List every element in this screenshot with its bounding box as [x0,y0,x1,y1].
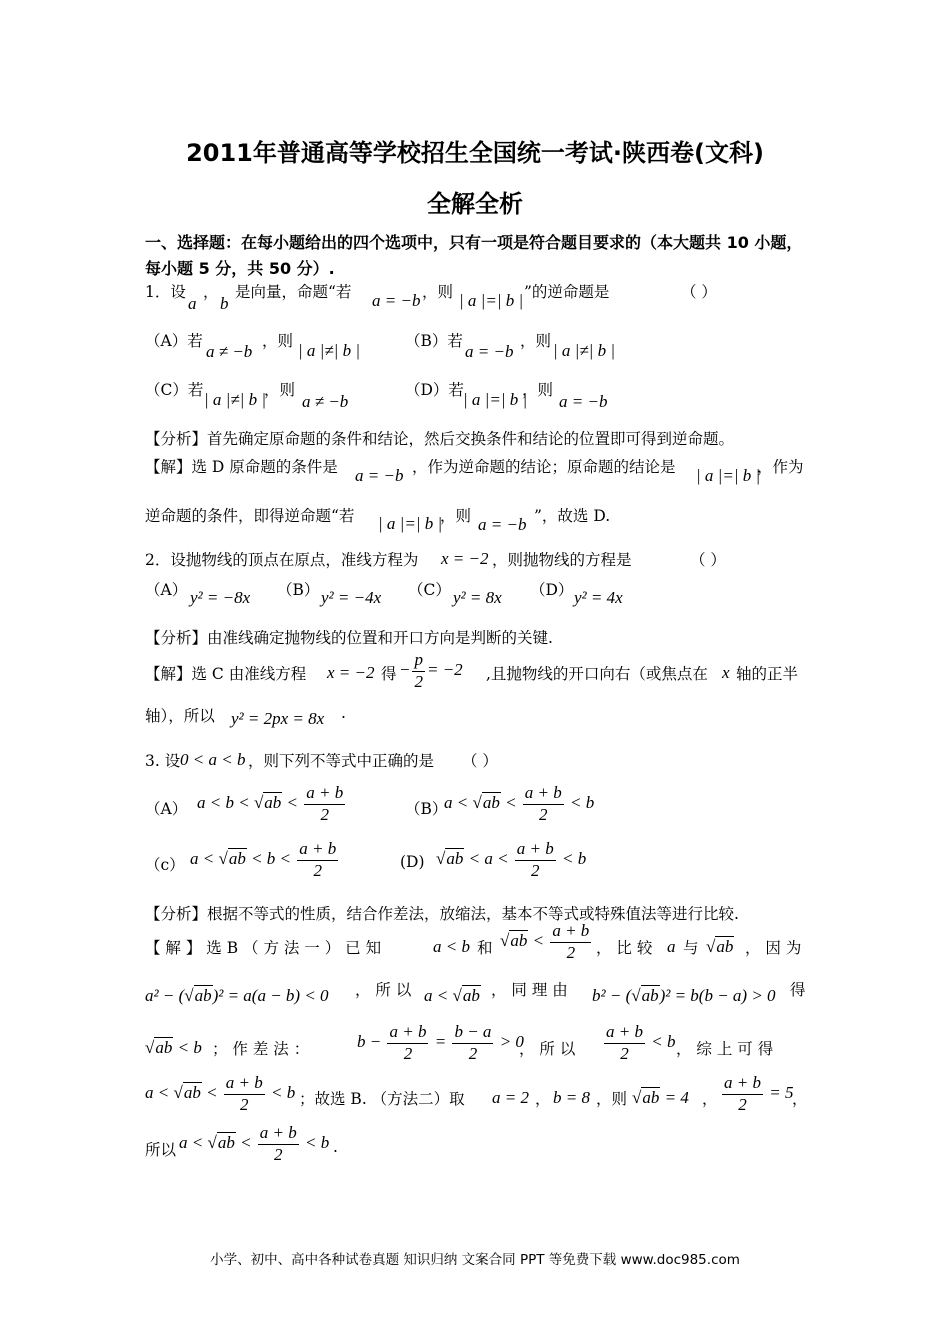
q1-conclusion: | a |=| b | [459,291,524,310]
q2-option-a-label: （A） [145,581,188,599]
q2-analysis: 【分析】由准线确定抛物线的位置和开口方向是判断的关键. [145,629,553,647]
section-heading-line1: 一、选择题：在每小题给出的四个选项中，只有一项是符合题目要求的（本大题共 10 小题， [145,233,803,252]
q1-option-d-label: （D）若 [405,381,464,399]
page-title: 2011年普通高等学校招生全国统一考试·陕西卷(文科) [186,139,764,167]
q1-stem-then: ，则 [422,283,454,301]
q2-answer-bracket: （ ） [690,551,726,569]
q3-option-a: a < b < √ab < $\frac{a + b}{2}$ [197,783,344,824]
q1-option-b-cond: a = −b [465,342,514,361]
q3-option-d-label: (D) [400,853,425,871]
q2-stem-2: ，则抛物线的方程是 [492,551,632,569]
q3-answer-bracket: （ ） [462,752,498,770]
q1-option-d-cond: | a |=| b | [463,390,528,409]
q3-option-a-label: （A） [145,800,188,818]
q1-solution-2: ，作为逆命题的结论；原命题的结论是 [412,458,676,476]
q1-option-a-label: （A）若 [145,332,203,350]
q1-solution-1: 【解】选 D 原命题的条件是 [145,458,338,476]
q2-solution-5: 轴），所以 [145,707,215,725]
q2-option-a: y² = −8x [190,588,251,607]
q1-option-a-cond: a ≠ −b [206,342,253,361]
section-heading-line2: 每小题 5 分，共 50 分）. [145,259,335,278]
q3-option-b-label: （B） [405,800,448,818]
q2-option-d: y² = 4x [574,588,623,607]
q1-option-b-concl: | a |≠| b | [553,341,616,360]
q2-option-d-label: （D） [530,581,574,599]
q3-option-d: √ab < a < $\frac{a + b}{2}$ < b [436,839,587,880]
q3-option-b: a < √ab < $\frac{a + b}{2}$ < b [444,783,595,824]
q2-option-c: y² = 8x [453,588,502,607]
q1-vector-a: a [188,294,197,313]
page-subtitle: 全解全析 [427,190,523,218]
q3-stem-2: ，则下列不等式中正确的是 [248,752,435,770]
q1-solution-4: 逆命题的条件，即得逆命题“若 [145,507,355,525]
q3-analysis: 【分析】根据不等式的性质，结合作差法，放缩法，基本不等式或特殊值法等进行比较. [145,905,739,923]
q2-option-b: y² = −4x [321,588,382,607]
q1-condition: a = −b [372,291,421,310]
q1-stem-start: 1．设 [145,283,186,301]
q1-solution-6: ”，故选 D. [534,507,611,525]
q1-solution-3: ，作为 [757,458,804,476]
q2-stem: 2．设抛物线的顶点在原点，准线方程为 [145,551,419,569]
q1-option-b-label: （B）若 [405,332,463,350]
q1-option-d-concl: a = −b [559,392,608,411]
q2-solution-1: 【解】选 C 由准线方程 [145,665,307,683]
q1-option-c-cond: | a |≠| b | [204,390,267,409]
q1-option-c-concl: a ≠ −b [302,392,349,411]
q1-stem-end: ”的逆命题是 [524,283,610,301]
q1-vector-b: b [220,294,229,313]
q2-solution-3: ,且抛物线的开口向右（或焦点在 [486,665,708,683]
q3-stem: 3. 设 [145,752,181,770]
q3-option-c: a < √ab < b < $\frac{a + b}{2}$ [190,839,337,880]
q1-solution-5: ，则 [440,507,472,525]
q3-option-c-label: （c） [145,856,185,874]
page-footer: 小学、初中、高中各种试卷真题 知识归纳 文案合同 PPT 等免费下载 www.doc985.com [210,1252,740,1268]
q1-stem-mid: 是向量，命题“若 [235,283,352,301]
q3-solution-line1: 【 解 】 选 B （ 方 法 一 ） 已 知 [145,939,382,957]
q1-answer-bracket: （ ） [681,283,717,301]
q2-option-b-label: （B） [277,581,320,599]
q1-option-c-label: （C）若 [145,381,204,399]
q1-option-a-concl: | a |≠| b | [298,341,361,360]
q2-option-c-label: （C） [408,581,451,599]
q1-analysis: 【分析】首先确定原命题的条件和结论，然后交换条件和结论的位置即可得到逆命题。 [145,430,735,448]
